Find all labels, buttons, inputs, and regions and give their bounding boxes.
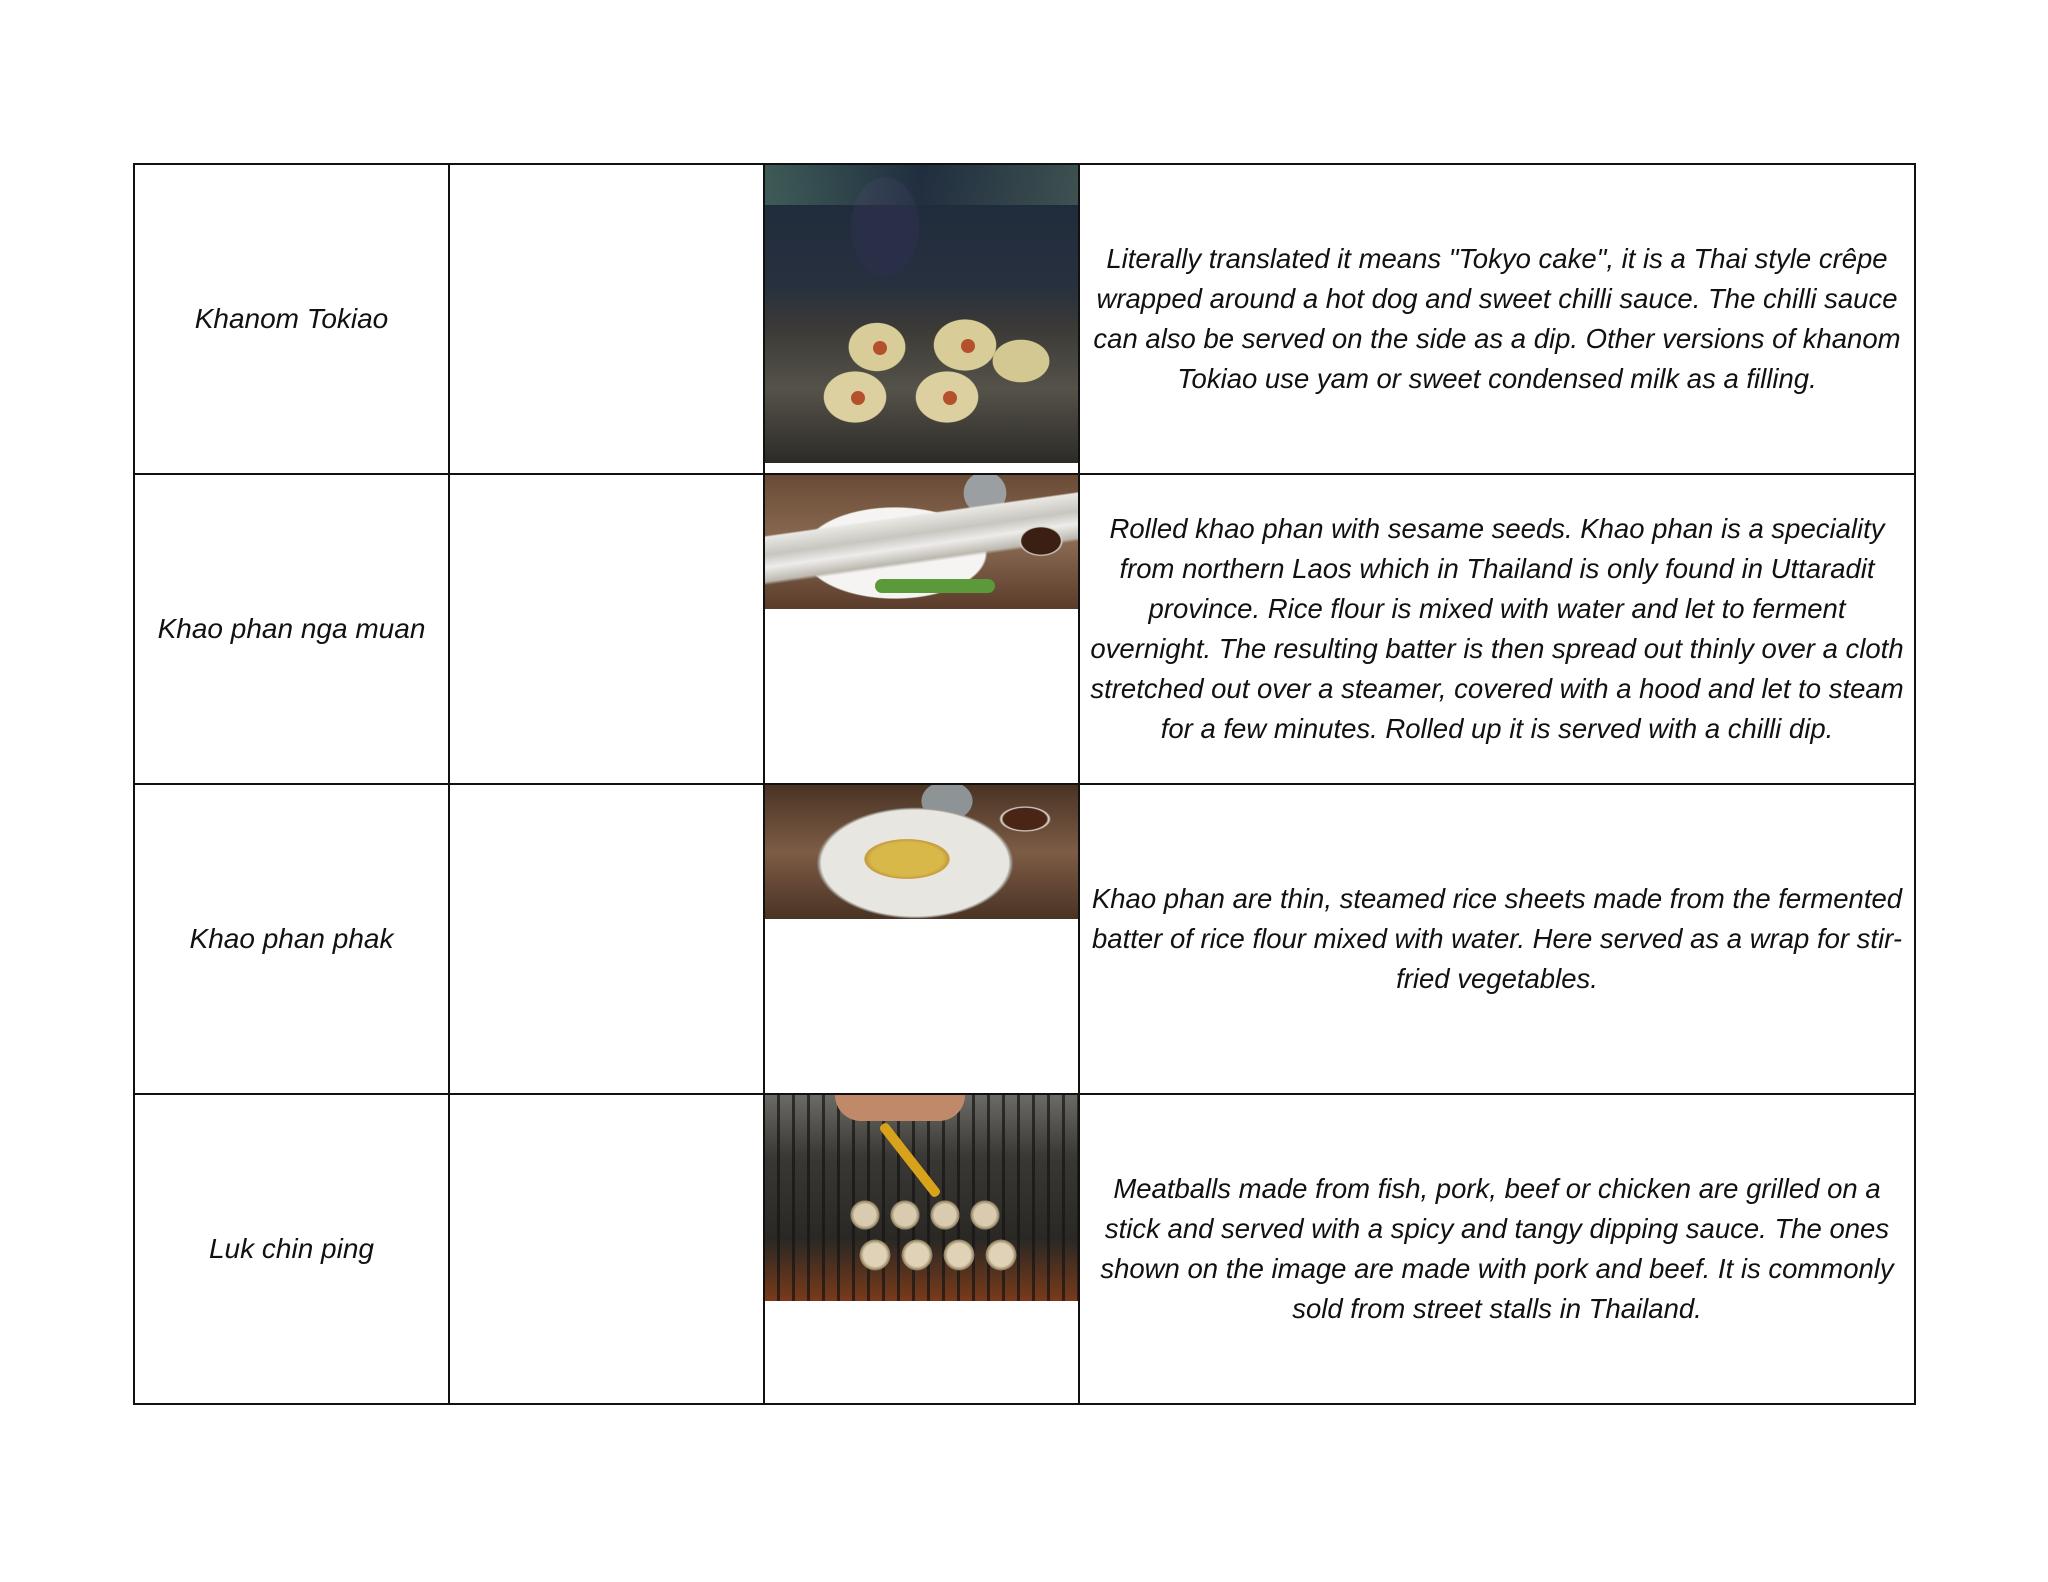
dish-description: Meatballs made from fish, pork, beef or chicken are grilled on a stick and served with a spicy and tangy dipping sauce. The ones shown on the image are made with pork and beef. It is commonly sold from street stalls in Thailand. [1079, 1094, 1915, 1404]
empty-cell [449, 784, 764, 1094]
photo-cell [764, 1094, 1079, 1404]
rice-sheet-vegetables-photo [765, 785, 1078, 919]
dish-description: Rolled khao phan with sesame seeds. Khao phan is a speciality from northern Laos which in Thailand is only found in Uttaradit province. Rice flour is mixed with water and let to ferment overnight. The resulting batter is then spread out thinly over a cloth stretched out over a steamer, covered with a hood and let to steam for a few minutes. Rolled up it is served with a chilli dip. [1079, 474, 1915, 784]
table-row [134, 784, 1915, 1094]
table-row [134, 474, 1915, 784]
table-row [134, 164, 1915, 474]
dish-name: Khanom Tokiao [134, 164, 449, 474]
crepe-vendor-photo [765, 165, 1078, 463]
dish-name: Khao phan nga muan [134, 474, 449, 784]
empty-cell [449, 1094, 764, 1404]
dish-description: Khao phan are thin, steamed rice sheets made from the fermented batter of rice flour mixed with water. Here served as a wrap for stir-fried vegetables. [1079, 784, 1915, 1094]
empty-cell [449, 164, 764, 474]
dish-name: Khao phan phak [134, 784, 449, 1094]
grilled-meatballs-photo [765, 1095, 1078, 1301]
rolled-rice-sheet-photo [765, 475, 1078, 609]
food-table [133, 163, 1916, 1405]
photo-cell [764, 164, 1079, 474]
photo-cell [764, 784, 1079, 1094]
dish-description: Literally translated it means "Tokyo cake", it is a Thai style crêpe wrapped around a hot dog and sweet chilli sauce. The chilli sauce can also be served on the side as a dip. Other versions of khanom Tokiao use yam or sweet condensed milk as a filling. [1079, 164, 1915, 474]
empty-cell [449, 474, 764, 784]
table-row [134, 1094, 1915, 1404]
dish-name: Luk chin ping [134, 1094, 449, 1404]
photo-cell [764, 474, 1079, 784]
